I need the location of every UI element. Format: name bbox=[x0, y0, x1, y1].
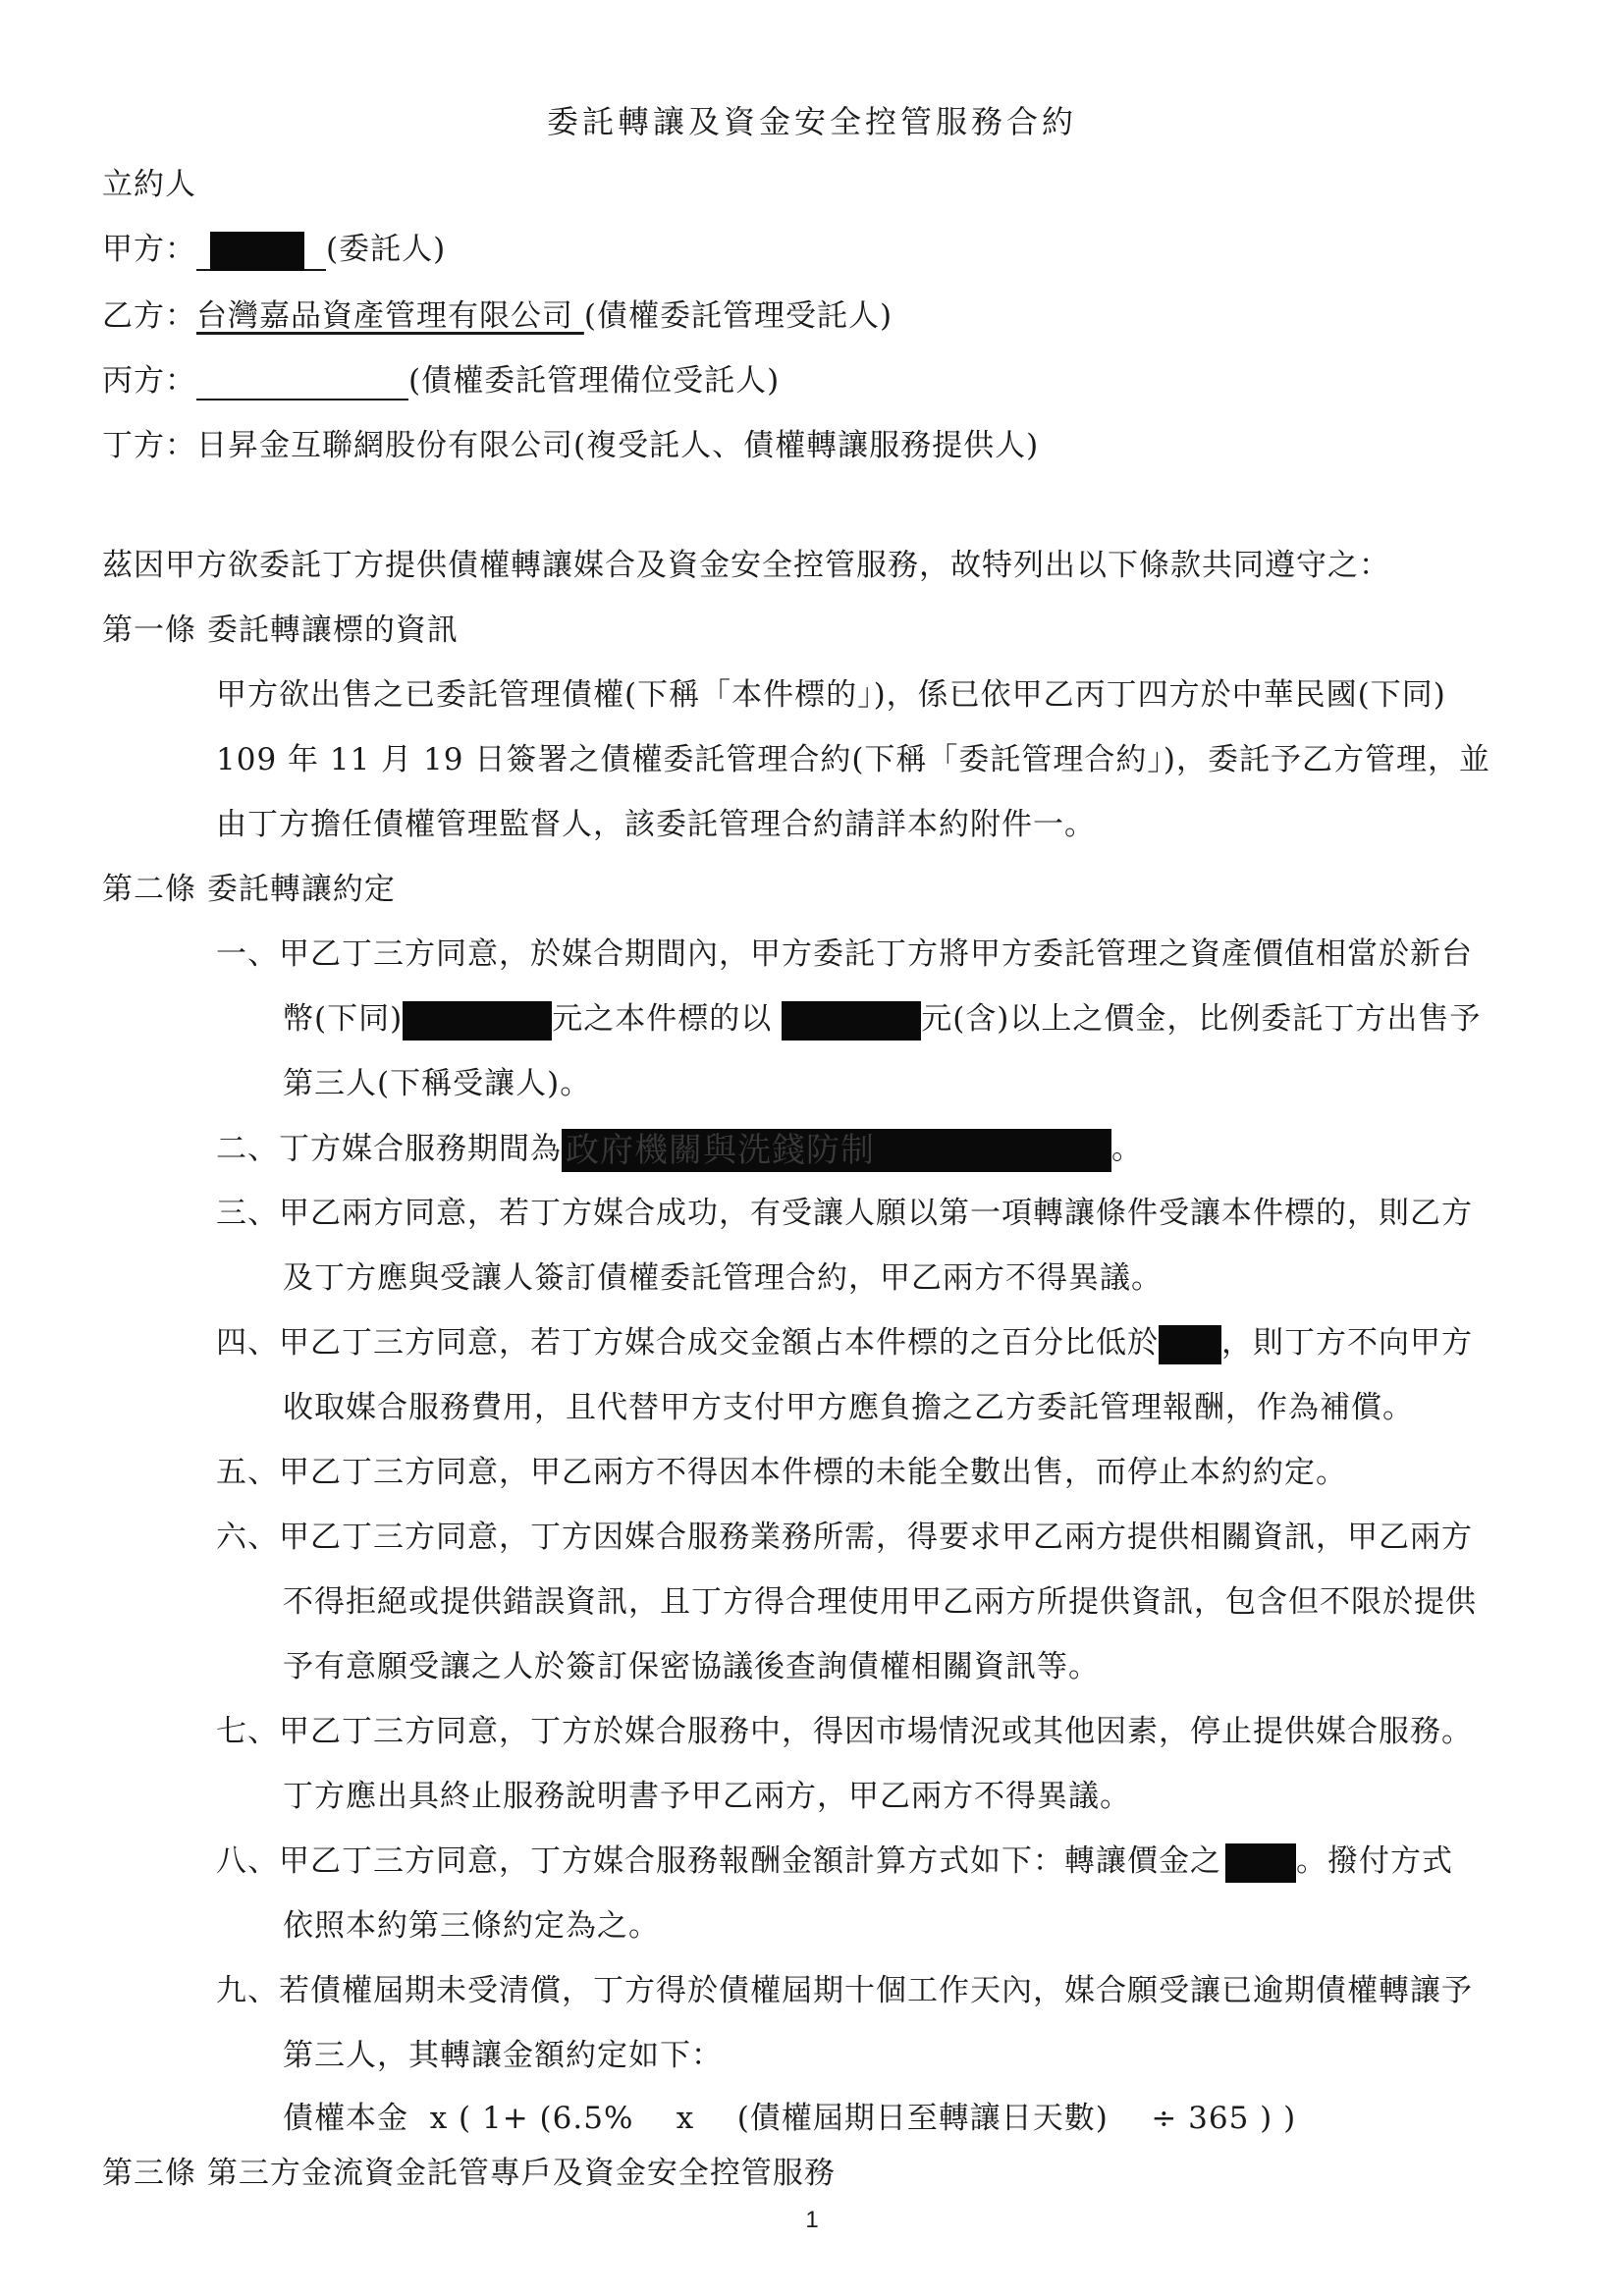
price-redaction bbox=[782, 1001, 921, 1041]
article-2-item-9-line-2: 第三人，其轉讓金額約定如下： bbox=[283, 2038, 723, 2073]
article-2-item-8-line-1 bbox=[216, 1842, 1453, 1883]
article-1-heading: 第一條 委託轉讓標的資訊 bbox=[102, 613, 459, 648]
item-2-end: 。 bbox=[1111, 1131, 1143, 1167]
item-2-text: 二、丁方媒合服務期間為 bbox=[216, 1131, 562, 1167]
article-2-item-1-line-2 bbox=[283, 999, 1481, 1041]
party-c-role: (債權委託管理備位受託人) bbox=[408, 363, 781, 399]
asset-value-redaction bbox=[403, 1001, 552, 1041]
article-1-line-3: 由丁方擔任債權管理監督人，該委託管理合約請詳本約附件一。 bbox=[216, 807, 1096, 842]
article-2-item-8-line-2: 依照本約第三條約定為之。 bbox=[283, 1908, 660, 1944]
article-2-heading: 第二條 委託轉讓約定 bbox=[102, 872, 396, 907]
party-c-label: 丙方： bbox=[102, 363, 196, 399]
article-2-item-6-line-1: 六、甲乙丁三方同意，丁方因媒合服務業務所需，得要求甲乙兩方提供相關資訊，甲乙兩方 bbox=[216, 1520, 1473, 1555]
article-2-item-3-line-1: 三、甲乙兩方同意，若丁方媒合成功，有受讓人願以第一項轉讓條件受讓本件標的，則乙方 bbox=[216, 1196, 1473, 1231]
party-a-blank-tail bbox=[304, 234, 326, 271]
party-c-line bbox=[102, 361, 780, 400]
party-a-label: 甲方： bbox=[102, 232, 196, 267]
article-2-item-4-line-2: 收取媒合服務費用，且代替甲方支付甲方應負擔之乙方委託管理報酬，作為補償。 bbox=[283, 1390, 1414, 1425]
item-1-currency-label: 幣(下同) bbox=[283, 1001, 404, 1037]
article-1-line-1: 甲方欲出售之已委託管理債權(下稱「本件標的」)，係已依甲乙丙丁四方於中華民國(下同) bbox=[216, 677, 1446, 713]
article-2-item-5: 五、甲乙丁三方同意，甲乙兩方不得因本件標的未能全數出售，而停止本約約定。 bbox=[216, 1455, 1347, 1490]
article-2-item-4-line-1 bbox=[216, 1323, 1473, 1364]
party-a-line bbox=[102, 230, 446, 271]
article-2-item-7-line-2: 丁方應出具終止服務說明書予甲乙兩方，甲乙兩方不得異議。 bbox=[283, 1779, 1131, 1814]
item-4-tail: ，則丁方不向甲方 bbox=[1221, 1325, 1473, 1361]
percentage-redaction bbox=[1159, 1325, 1221, 1364]
party-b-line bbox=[102, 296, 893, 336]
article-2-item-7-line-1: 七、甲乙丁三方同意，丁方於媒合服務中，得因市場情況或其他因素，停止提供媒合服務。 bbox=[216, 1714, 1473, 1749]
article-2-item-9-line-1: 九、若債權屆期未受清償，丁方得於債權屆期十個工作天內，媒合願受讓已逾期債權轉讓予 bbox=[216, 1973, 1473, 2008]
party-b-label: 乙方： bbox=[102, 298, 196, 334]
transfer-formula: 債權本金 x ( 1+ (6.5% x (債權屆期日至轉讓日天數) ÷ 365 ) ) bbox=[283, 2101, 1297, 2136]
article-2-item-3-line-2: 及丁方應與受讓人簽訂債權委託管理合約，甲乙兩方不得異議。 bbox=[283, 1260, 1163, 1296]
service-period-redaction: 政府機關與洗錢防制 bbox=[562, 1129, 1111, 1172]
article-1-line-2: 109 年 11 月 19 日簽署之債權委託管理合約(下稱「委託管理合約」)，委託予乙方管理，並 bbox=[216, 742, 1491, 777]
party-b-role: (債權委託管理受託人) bbox=[583, 298, 893, 334]
item-1-tail-text: 元(含)以上之價金，比例委託丁方出售予 bbox=[921, 1001, 1482, 1037]
document-title: 委託轉讓及資金安全控管服務合約 bbox=[546, 103, 1077, 140]
party-d-line: 丁方：日昇金互聯網股份有限公司(複受託人、債權轉讓服務提供人) bbox=[102, 428, 1040, 463]
article-2-item-1-line-3: 第三人(下稱受讓人)。 bbox=[283, 1066, 592, 1101]
item-4-text: 四、甲乙丁三方同意，若丁方媒合成交金額占本件標的之百分比低於 bbox=[216, 1325, 1159, 1361]
party-b-name: 台灣嘉品資產管理有限公司 bbox=[196, 298, 573, 334]
fee-rate-redaction bbox=[1225, 1843, 1296, 1883]
intro-paragraph: 茲因甲方欲委託丁方提供債權轉讓媒合及資金安全控管服務，故特列出以下條款共同遵守之： bbox=[102, 548, 1390, 583]
item-8-text: 八、甲乙丁三方同意，丁方媒合服務報酬金額計算方式如下：轉讓價金之 bbox=[216, 1843, 1221, 1879]
party-a-role: (委託人) bbox=[326, 232, 447, 267]
party-a-redaction bbox=[210, 232, 304, 271]
party-a-blank bbox=[196, 234, 210, 271]
article-2-item-2 bbox=[216, 1129, 1143, 1172]
article-2-item-6-line-2: 不得拒絕或提供錯誤資訊，且丁方得合理使用甲乙兩方所提供資訊，包含但不限於提供 bbox=[283, 1584, 1477, 1620]
item-8-tail: 。撥付方式 bbox=[1296, 1843, 1453, 1879]
page-number: 1 bbox=[805, 2207, 819, 2233]
article-2-item-1-line-1: 一、甲乙丁三方同意，於媒合期間內，甲方委託丁方將甲方委託管理之資產價值相當於新台 bbox=[216, 936, 1473, 972]
article-2-item-6-line-3: 予有意願受讓之人於簽訂保密協議後查詢債權相關資訊等。 bbox=[283, 1649, 1100, 1684]
party-c-blank bbox=[196, 363, 408, 400]
item-1-middle-text: 元之本件標的以 bbox=[552, 1001, 773, 1037]
party-b-underline-gap bbox=[573, 298, 584, 334]
article-3-heading: 第三條 第三方金流資金託管專戶及資金安全控管服務 bbox=[102, 2156, 836, 2191]
parties-heading: 立約人 bbox=[102, 167, 196, 202]
